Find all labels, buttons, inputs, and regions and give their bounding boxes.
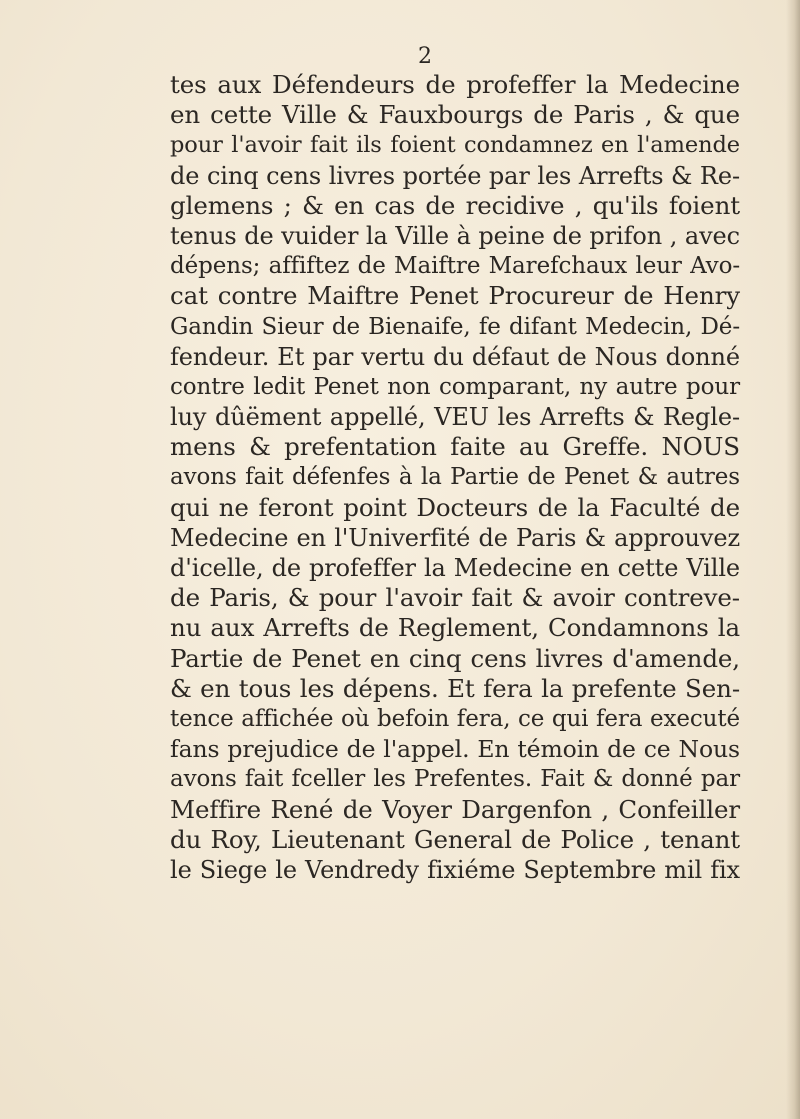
text-line: tence affichée où befoin fera, ce qui fera executé bbox=[170, 705, 740, 732]
text-line: avons fait défenfes à la Partie de Penet & autres bbox=[170, 464, 740, 491]
text-line: avons fait fceller les Prefentes. Fait & donné par bbox=[170, 766, 740, 793]
text-line: fans prejudice de l'appel. En témoin de ce Nous bbox=[170, 735, 740, 764]
text-line: & en tous les dépens. Et fera la prefente Sen- bbox=[170, 673, 740, 703]
text-line: cat contre Maiftre Penet Procureur de Henry bbox=[170, 281, 740, 311]
text-line: Gandin Sieur de Bienaife, fe difant Medecin, Dé- bbox=[170, 313, 740, 340]
text-line: tes aux Défendeurs de profeffer la Medecine bbox=[170, 70, 740, 99]
text-line: de cinq cens livres portée par les Arrefts & Re- bbox=[170, 161, 740, 190]
text-line: contre ledit Penet non comparant, ny autre pour bbox=[170, 373, 740, 400]
text-line: luy dûëment appellé, VEU les Arrefts & Regle- bbox=[170, 403, 740, 432]
text-line: pour l'avoir fait ils foient condamnez en l'amende bbox=[170, 132, 740, 159]
text-line: Meffire René de Voyer Dargenfon , Confeiller bbox=[170, 794, 740, 824]
text-line: glemens ; & en cas de recidive , qu'ils foient bbox=[170, 190, 740, 220]
text-line: Medecine en l'Univerfité de Paris & approuvez bbox=[170, 523, 740, 552]
page-edge-shadow bbox=[786, 0, 800, 1119]
text-line: d'icelle, de profeffer la Medecine en cette Ville bbox=[170, 554, 740, 582]
text-line: dépens; affiftez de Maiftre Marefchaux leur Avo- bbox=[170, 253, 740, 280]
text-line: de Paris, & pour l'avoir fait & avoir contreve- bbox=[170, 583, 740, 613]
text-line: tenus de vuider la Ville à peine de prifon , avec bbox=[170, 221, 740, 250]
text-line: en cette Ville & Fauxbourgs de Paris , & que bbox=[170, 100, 740, 130]
text-line: mens & prefentation faite au Greffe. NOUS bbox=[170, 432, 740, 462]
text-line: du Roy, Lieutenant General de Police , tenant bbox=[170, 824, 740, 854]
text-line: fendeur. Et par vertu du défaut de Nous donné bbox=[170, 342, 740, 371]
text-line: le Siege le Vendredy fixiéme Septembre mil fix bbox=[170, 855, 740, 884]
text-line: qui ne feront point Docteurs de la Faculté de bbox=[170, 492, 740, 522]
body-text bbox=[170, 70, 740, 885]
text-line: nu aux Arrefts de Reglement, Condamnons la bbox=[170, 613, 740, 643]
page-number: 2 bbox=[418, 44, 432, 69]
text-line: Partie de Penet en cinq cens livres d'amende, bbox=[170, 643, 740, 673]
